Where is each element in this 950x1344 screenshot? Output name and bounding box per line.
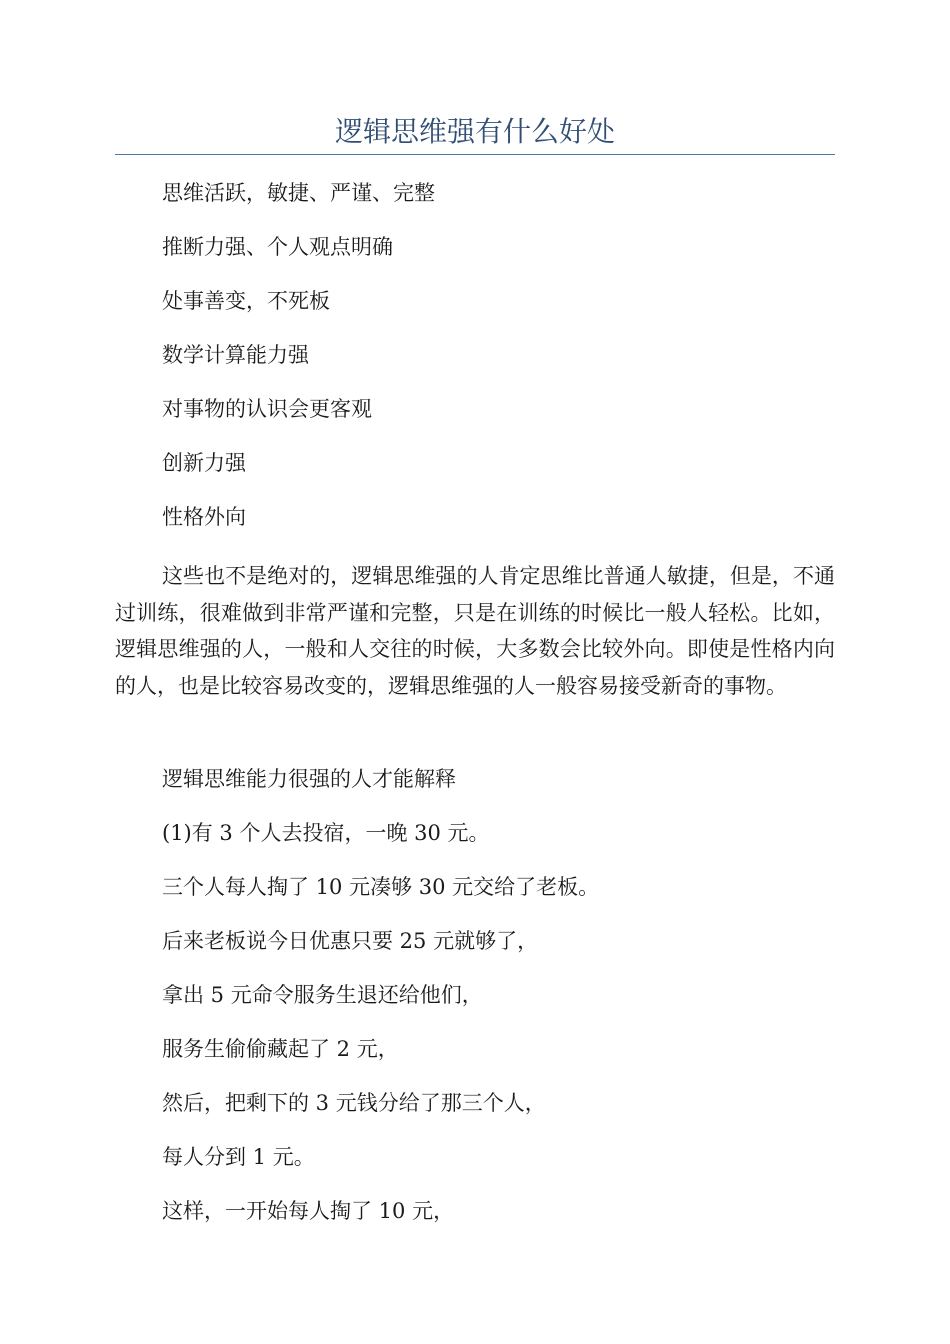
- text-line: 处事善变，不死板: [162, 289, 330, 313]
- text-line: 然后，把剩下的 3 元钱分给了那三个人，: [162, 1091, 546, 1115]
- text-line: 每人分到 1 元。: [162, 1145, 315, 1169]
- text-line: 三个人每人掏了 10 元凑够 30 元交给了老板。: [162, 875, 600, 899]
- text-line: 服务生偷偷藏起了 2 元，: [162, 1037, 399, 1061]
- text-line: 对事物的认识会更客观: [162, 397, 372, 421]
- text-line: 数学计算能力强: [162, 343, 309, 367]
- document-title: 逻辑思维强有什么好处: [334, 115, 615, 148]
- text-line: 创新力强: [162, 451, 246, 475]
- title-underline: [115, 154, 835, 155]
- text-line: 拿出 5 元命令服务生退还给他们，: [162, 983, 483, 1007]
- text-line: (1)有 3 个人去投宿，一晚 30 元。: [162, 821, 490, 845]
- text-line: 后来老板说今日优惠只要 25 元就够了，: [162, 929, 539, 953]
- text-line: 这样，一开始每人掏了 10 元，: [162, 1199, 455, 1223]
- text-line: 性格外向: [162, 505, 246, 529]
- body-paragraph: 这些也不是绝对的，逻辑思维强的人肯定思维比普通人敏捷，但是，不通过训练，很难做到非常严谨和完整，只是在训练的时候比一般人轻松。比如，逻辑思维强的人，一般和人交往的时候，大多数会比较外向。即使是性格内向的人，也是比较容易改变的，逻辑思维强的人一般容易接受新奇的事物。: [115, 564, 835, 698]
- text-line: 思维活跃，敏捷、严谨、完整: [162, 181, 435, 205]
- text-line: 逻辑思维能力很强的人才能解释: [162, 767, 456, 791]
- text-line: 推断力强、个人观点明确: [162, 235, 393, 259]
